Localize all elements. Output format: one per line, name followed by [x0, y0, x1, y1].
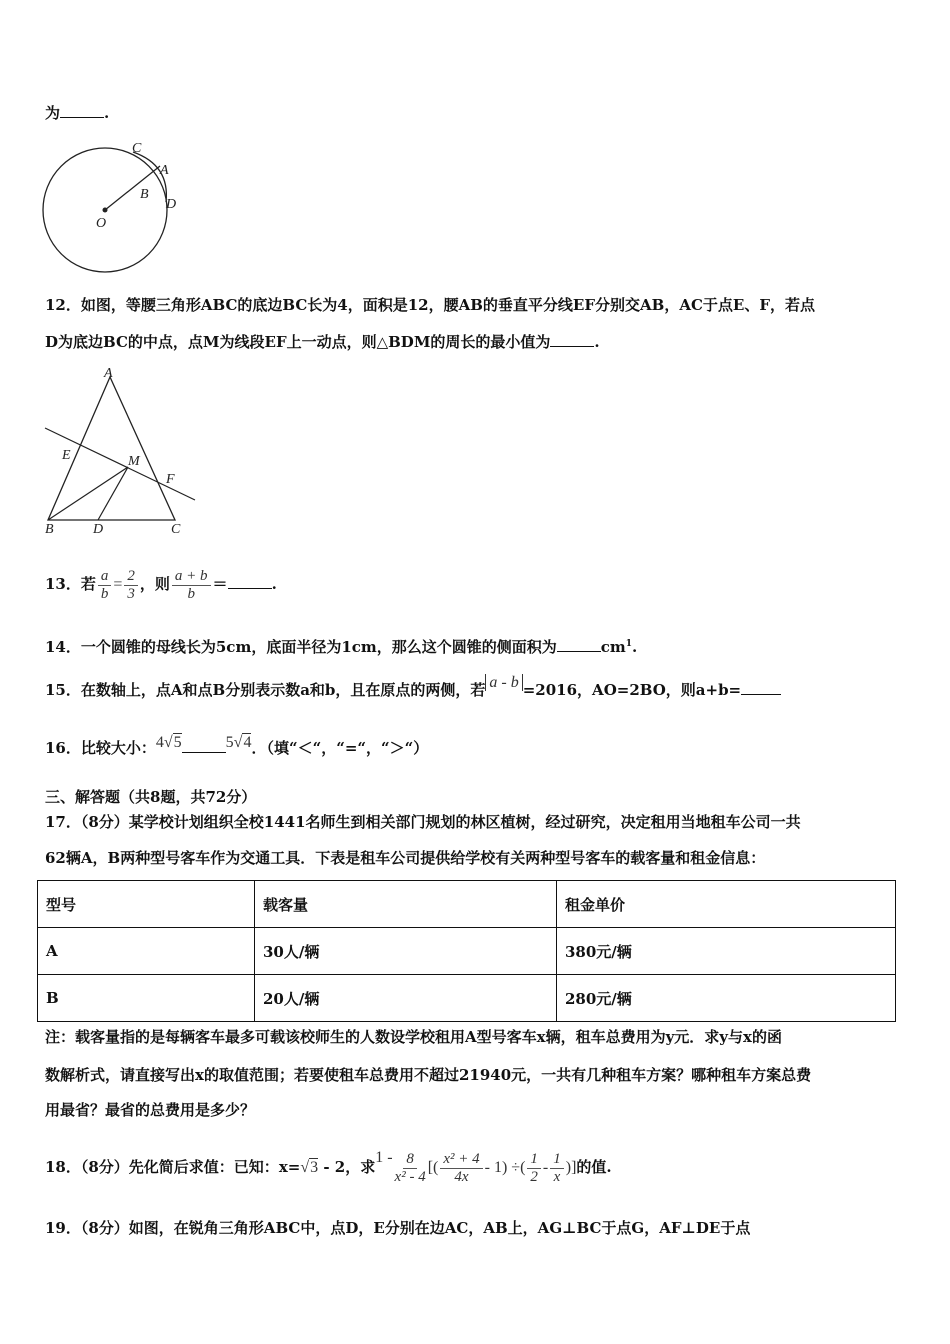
- q11-tail: [45, 103, 109, 123]
- q17-note3: 用最省？最省的总费用是多少？: [45, 1101, 256, 1119]
- label-d: D: [166, 197, 177, 212]
- period: .: [104, 104, 110, 122]
- header-cell: 租金单价: [557, 881, 896, 928]
- fraction-half: [527, 1151, 541, 1186]
- q16-prefix: 16．比较大小：: [45, 739, 156, 757]
- q19-text: 19．（8分）如图，在锐角三角形ABC中，点D，E分别在边AC，AB上，AG⊥BC于点G，AF⊥DE于点: [45, 1219, 751, 1237]
- bracket-open: [(: [427, 1159, 439, 1176]
- unit-sup: 1: [625, 639, 633, 649]
- label-b: B: [140, 187, 149, 202]
- numerator: 1: [550, 1151, 564, 1169]
- numerator: a: [98, 568, 112, 586]
- q17-note2: 数解析式，请直接写出x的取值范围；若要使租车总费用不超过21940元，一共有几种租车方案？哪种租车方案总费: [45, 1066, 812, 1084]
- label-o: O: [96, 216, 107, 231]
- label-m: M: [128, 454, 140, 469]
- fraction-a-b: [98, 568, 112, 603]
- triangle-figure: [0, 365, 220, 540]
- q13: [45, 560, 277, 609]
- q11-text: 为: [45, 104, 61, 122]
- circle-figure: [0, 130, 220, 280]
- segment-dm: [98, 467, 128, 520]
- q12-line2: [45, 332, 600, 352]
- table-cell: 30人/辆: [255, 928, 557, 975]
- q17-line1: 17．（8分）某学校计划组织全校1441名师生到相关部门规划的林区植树，经过研究，决定租用当地租车公司一共: [45, 813, 801, 831]
- denominator: 2: [530, 1168, 538, 1185]
- bus-table: [37, 880, 896, 1022]
- answer-blank: [557, 637, 601, 652]
- table-row: [38, 928, 896, 975]
- fraction-2-3: [124, 568, 138, 603]
- q17-line2: 62辆A，B两种型号客车作为交通工具．下表是租车公司提供给学校有关两种型号客车的载客量和租金信息：: [45, 849, 766, 867]
- numerator: a + b: [172, 568, 211, 586]
- minus-one-div: - 1) ÷(: [484, 1159, 526, 1176]
- table-cell: 280元/辆: [557, 975, 896, 1022]
- q16: [45, 734, 429, 759]
- q13-prefix: 13．若: [45, 575, 96, 593]
- coef: 4: [155, 734, 164, 751]
- expr-right: 5√4: [225, 734, 252, 751]
- denominator: b: [187, 585, 195, 602]
- period: .: [594, 333, 600, 351]
- fraction-apb-b: [172, 568, 211, 603]
- unit: cm: [600, 638, 626, 656]
- table-cell: B: [38, 975, 255, 1022]
- bracket-close: )]: [565, 1159, 577, 1176]
- minus: -: [542, 1159, 549, 1176]
- denominator: x: [553, 1168, 561, 1185]
- radicand: 3: [310, 1159, 319, 1176]
- numerator: 8: [403, 1151, 417, 1169]
- radicand: 4: [243, 734, 252, 751]
- label-e: E: [62, 448, 71, 463]
- table-cell: A: [38, 928, 255, 975]
- denominator: 3: [127, 585, 135, 602]
- label-c: C: [132, 141, 142, 156]
- coef: 5: [225, 734, 234, 751]
- answer-blank: [550, 332, 594, 347]
- table-cell: 20人/辆: [255, 975, 557, 1022]
- equals: =: [113, 576, 123, 593]
- numerator: 1: [527, 1151, 541, 1169]
- numerator: x² + 4: [440, 1151, 482, 1169]
- label-c: C: [171, 522, 181, 537]
- center-point: [103, 208, 108, 213]
- label-a: A: [104, 366, 113, 381]
- abs-a-minus-b: a - b: [485, 674, 522, 691]
- expr-left: 4√5: [155, 734, 182, 751]
- answer-blank: [228, 574, 272, 589]
- q15-suffix: =2016，AO=2BO，则a+b=: [522, 681, 742, 699]
- period: .: [632, 638, 638, 656]
- answer-blank: [182, 738, 226, 753]
- segment-oa: [105, 166, 160, 210]
- q12-line1: 12．如图，等腰三角形ABC的底边BC长为4，面积是12，腰AB的垂直平分线EF分别交AB，AC于点E、F，若点: [45, 296, 815, 314]
- radicand: 5: [173, 734, 182, 751]
- table-row: [38, 975, 896, 1022]
- q14: [45, 634, 637, 657]
- one-minus: 1 -: [375, 1149, 393, 1166]
- section-heading: 三、解答题（共8题，共72分）: [45, 788, 257, 806]
- denominator: b: [100, 585, 109, 602]
- denominator: 4x: [454, 1168, 469, 1185]
- answer-blank: [60, 103, 104, 118]
- q18: [45, 1140, 612, 1195]
- q17-note1: 注：载客量指的是每辆客车最多可载该校师生的人数设学校租用A型号客车x辆，租车总费用为y元．求y与x的函: [45, 1028, 782, 1046]
- header-cell: 型号: [38, 881, 255, 928]
- answer-blank: [741, 680, 781, 695]
- table-cell: 380元/辆: [557, 928, 896, 975]
- line-ef: [45, 428, 195, 500]
- numerator: 2: [124, 568, 138, 586]
- fraction-1-x: [550, 1151, 564, 1186]
- fraction-8: [395, 1151, 426, 1186]
- sqrt-3: √3: [300, 1159, 319, 1176]
- q12-text: D为底边BC的中点，点M为线段EF上一动点，则△BDM的周长的最小值为: [45, 333, 551, 351]
- q16-suffix: ．（填“＜“，“=“，“＞“）: [251, 739, 429, 757]
- q15: [45, 674, 781, 701]
- period: .: [271, 575, 277, 593]
- q13-mid: ，则: [139, 575, 170, 593]
- label-d: D: [93, 522, 104, 537]
- q18-suffix: 的值.: [576, 1158, 612, 1176]
- label-b: B: [45, 522, 54, 537]
- q14-text: 14．一个圆锥的母线长为5cm，底面半径为1cm，那么这个圆锥的侧面积为: [45, 638, 557, 656]
- q18-prefix: 18．（8分）先化简后求值：已知：x=: [45, 1158, 301, 1176]
- q18-after: - 2，求: [318, 1158, 376, 1176]
- label-a: A: [160, 163, 169, 178]
- header-cell: 载客量: [255, 881, 557, 928]
- equals: ＝: [212, 575, 228, 593]
- table-header-row: [38, 881, 896, 928]
- denominator: x² - 4: [394, 1168, 426, 1185]
- label-f: F: [166, 472, 175, 487]
- fraction-x2p4: [440, 1151, 482, 1186]
- q15-prefix: 15．在数轴上，点A和点B分别表示数a和b，且在原点的两侧，若: [45, 681, 486, 699]
